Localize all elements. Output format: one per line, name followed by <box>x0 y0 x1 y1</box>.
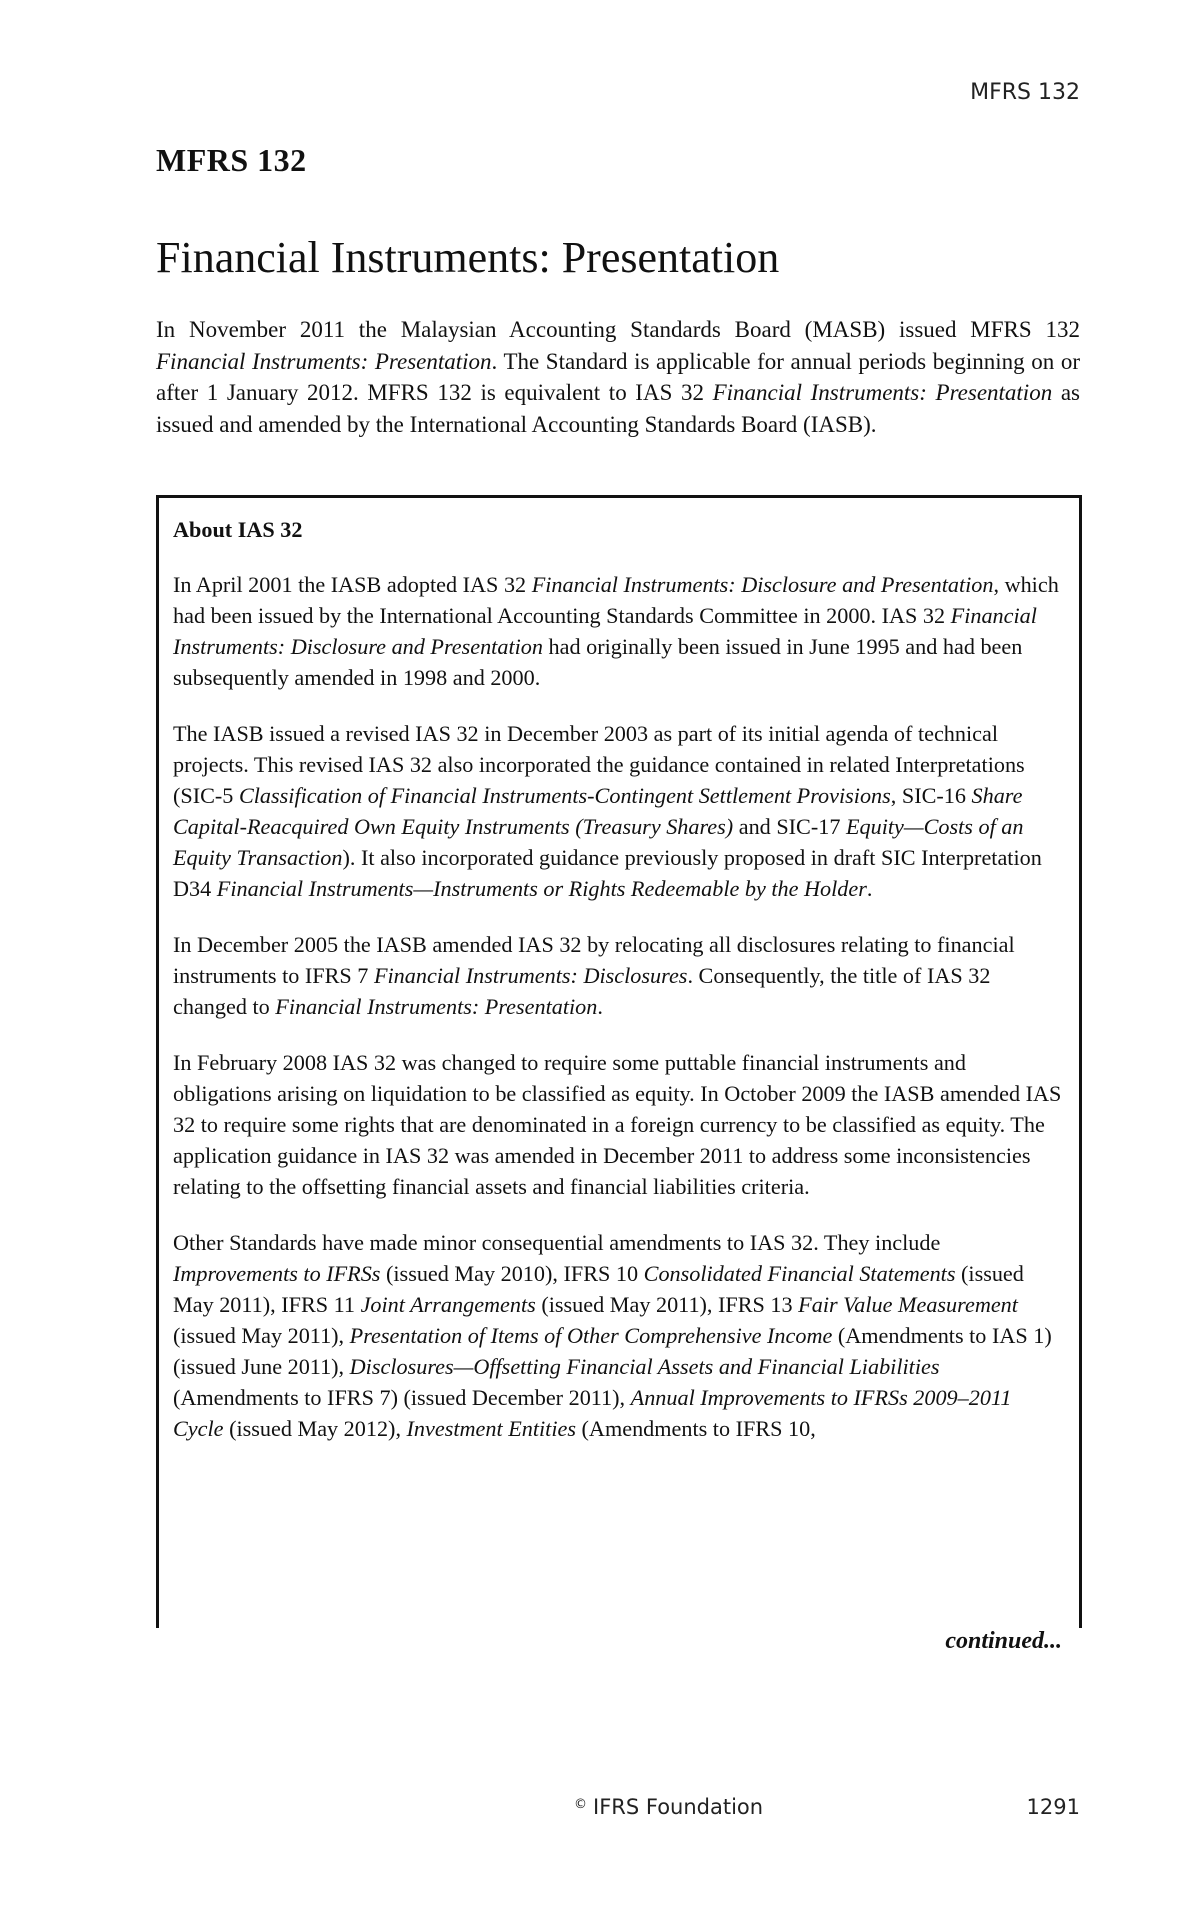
box-paragraph-4: In February 2008 IAS 32 was changed to require some puttable financial instruments and obligations arising on liquidation to be classified as equity. In October 2009 the IASB amended IAS 32 to require some rights that are denominated in a foreign currency to be classified as equity. The application guidance in IAS 32 was amended in December 2011 to address some inconsistencies relating to the offsetting financial assets and financial liabilities criteria. <box>173 1050 1062 1199</box>
footer-copyright: © IFRS Foundation <box>574 1795 764 1819</box>
continued-label: continued... <box>945 1628 1062 1654</box>
page-number: 1291 <box>1026 1795 1080 1819</box>
box-heading: About IAS 32 <box>173 517 303 542</box>
box-paragraph-5: Other Standards have made minor consequential amendments to IAS 32. They include Improvements to IFRSs (issued May 2010), IFRS 10 Consolidated Financial Statements (issued May 2011), IFRS 11 Joint Arrangements (issued May 2011), IFRS 13 Fair Value Measurement (issued May 2011), Presentation of Items of Other Comprehensive Income (Amendments to IAS 1) (issued June 2011), Disclosures—Offsetting Financial Assets and Financial Liabilities (Amendments to IFRS 7) (issued December 2011), Annual Improvements to IFRSs 2009–2011 Cycle (issued May 2012), Investment Entities (Amendments to IFRS 10, <box>173 1230 1052 1441</box>
standard-title: Financial Instruments: Presentation <box>156 233 780 282</box>
standard-code: MFRS 132 <box>156 142 307 178</box>
about-ias32-box <box>156 495 1082 1628</box>
copyright-icon: © <box>574 1797 587 1812</box>
box-paragraph-1: In April 2001 the IASB adopted IAS 32 Financial Instruments: Disclosure and Presentation, which had been issued by the International Accounting Standards Committee in 2000. IAS 32 Financial Instruments: Disclosure and Presentation had originally been issued in June 1995 and had been subsequently amended in 1998 and 2000. <box>173 572 1059 690</box>
running-head: MFRS 132 <box>970 80 1080 105</box>
intro-paragraph: In November 2011 the Malaysian Accounting Standards Board (MASB) issued MFRS 132 Financial Instruments: Presentation. The Standard is applicable for annual periods beginning on or after 1 January 2012. MFRS 132 is equivalent to IAS 32 Financial Instruments: Presentation as issued and amended by the International Accounting Standards Board (IASB). <box>156 317 1080 437</box>
box-paragraph-2: The IASB issued a revised IAS 32 in December 2003 as part of its initial agenda of technical projects. This revised IAS 32 also incorporated the guidance contained in related Interpretations (SIC-5 Classification of Financial Instruments-Contingent Settlement Provisions, SIC-16 Share Capital-Reacquired Own Equity Instruments (Treasury Shares) and SIC-17 Equity—Costs of an Equity Transaction). It also incorporated guidance previously proposed in draft SIC Interpretation D34 Financial Instruments—Instruments or Rights Redeemable by the Holder. <box>173 721 1042 901</box>
box-paragraph-3: In December 2005 the IASB amended IAS 32 by relocating all disclosures relating to financial instruments to IFRS 7 Financial Instruments: Disclosures. Consequently, the title of IAS 32 changed to Financial Instruments: Presentation. <box>173 932 1015 1019</box>
